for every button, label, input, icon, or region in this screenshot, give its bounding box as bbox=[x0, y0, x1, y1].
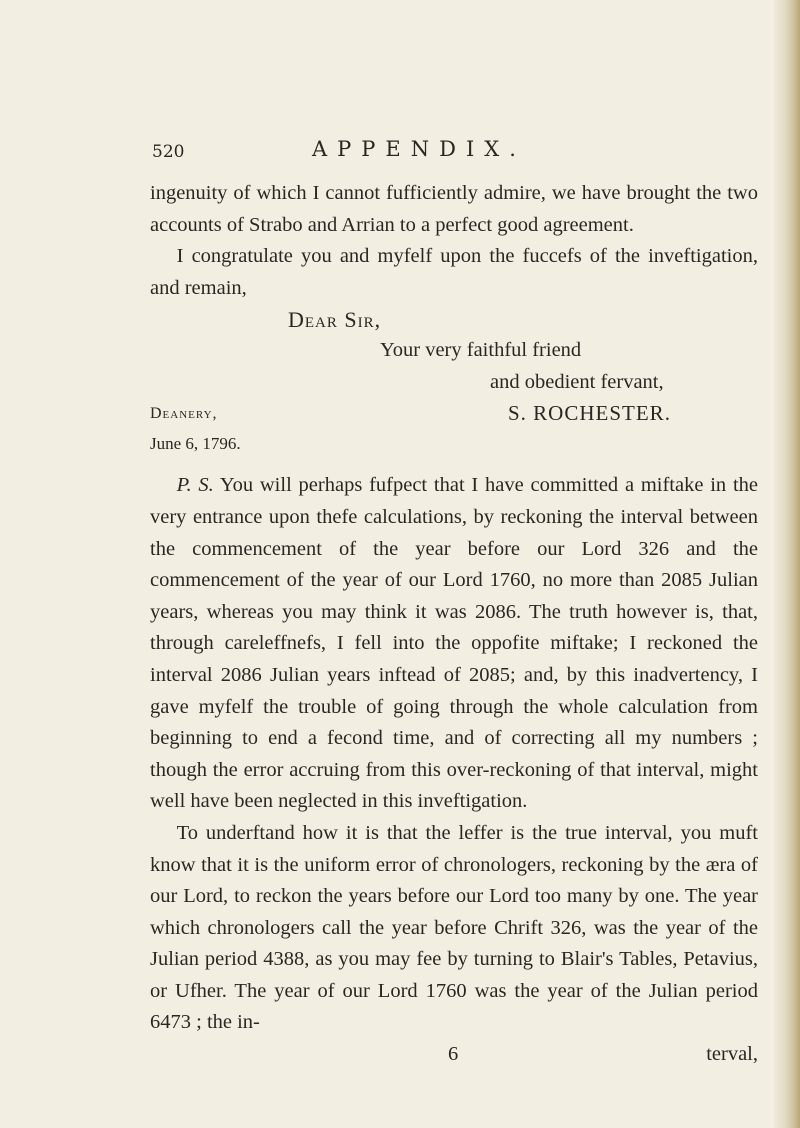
letter-date: June 6, 1796. bbox=[150, 434, 241, 454]
page-footer bbox=[150, 1039, 758, 1069]
closing-paragraph: I congratulate you and myfelf upon the fuccefs of the inveftigation, and remain, bbox=[150, 245, 758, 299]
postscript-label: P. S. bbox=[176, 474, 214, 497]
page-number: 520 bbox=[152, 142, 185, 162]
opening-paragraph: ingenuity of which I cannot fufficiently admire, we have brought the two accounts of Strabo and Arrian to a perfect good agreement. bbox=[150, 182, 758, 236]
catchword: terval, bbox=[706, 1043, 758, 1066]
postscript-paragraph-2: To underftand how it is that the leffer is the true interval, you muft know that it is the uniform error of chronologers, reckoning by the æra of our Lord, to reckon the years before our Lord too many by one. The year which chronologers call the year before Chrift 326, was the year of the Julian period 4388, as you may fee by turning to Blair's Tables, Petavius, or Ufher. The year of our Lord 1760 was the year of the Julian period 6473 ; the in- bbox=[150, 821, 758, 1034]
valediction-line-1: Your very faithful friend bbox=[380, 339, 582, 362]
signer-name: S. ROCHESTER. bbox=[508, 401, 671, 426]
valediction-line-2: and obedient fervant, bbox=[490, 371, 664, 394]
page-edge bbox=[774, 0, 800, 1128]
postscript-text: You will perhaps fufpect that I have committed a miftake in the very entrance upon thefe calculations, by reckoning the interval between the commencement of the year before our Lord 326 and the commencement of the year of our Lord 1760, no more than 2085 Julian years, whereas you may think it was 2086. The truth however is, that, through careleffnefs, I fell into the oppofite miftake; I reckoned the interval 2086 Julian years inftead of 2085; and, by this inadvertency, I gave myfelf the trouble of going through the whole calculation from beginning to end a fecond time, and of correcting all my numbers ; though the error accruing from this over-reckoning of that interval, might well have been neglected in this inveftigation. bbox=[150, 474, 758, 813]
salutation: Dear Sir, bbox=[288, 307, 382, 333]
page-body bbox=[150, 178, 758, 1069]
signature-mark: 6 bbox=[448, 1043, 459, 1066]
postscript-paragraph bbox=[150, 470, 758, 818]
running-head: APPENDIX. bbox=[312, 137, 526, 161]
letter-close bbox=[150, 304, 758, 462]
letter-place: Deanery, bbox=[150, 405, 218, 423]
